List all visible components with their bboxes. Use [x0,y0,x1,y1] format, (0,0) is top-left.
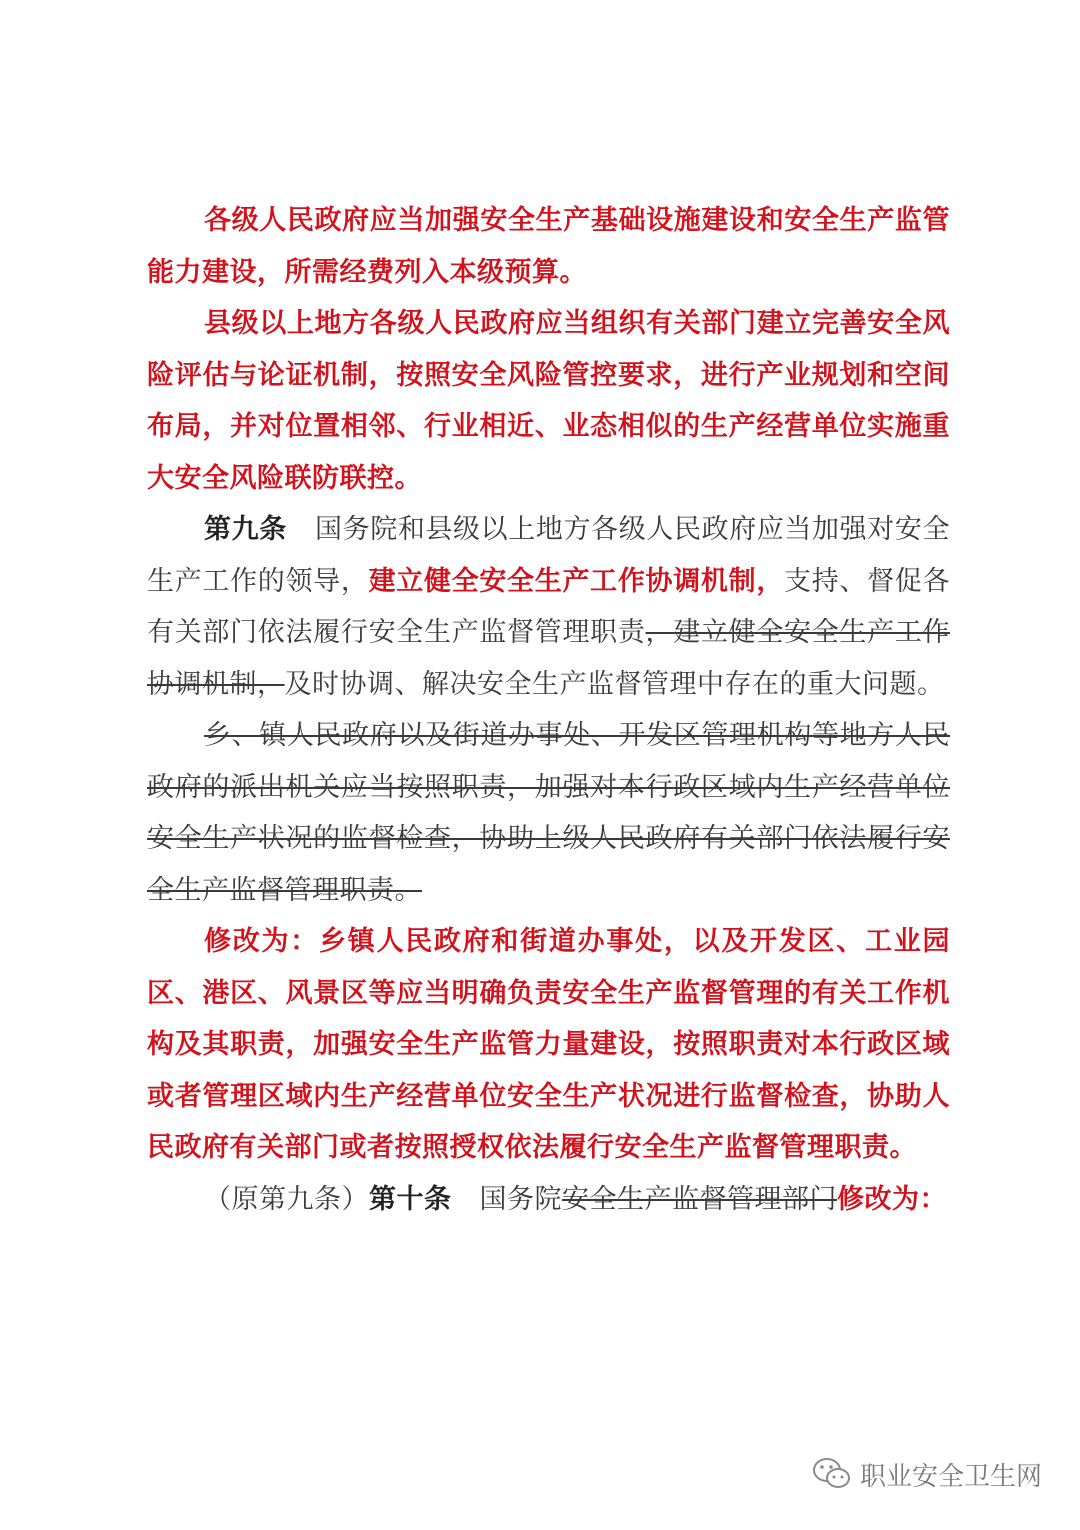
document-page [147,195,950,1225]
article-10-heading: 第十条 [369,1183,452,1215]
paragraph-deleted-township [147,710,950,916]
wechat-icon [812,1457,852,1491]
paragraph-amendment: 修改为：乡镇人民政府和街道办事处，以及开发区、工业园区、港区、风景区等应当明确负责安全生产监督管理的有关工作机构及其职责，加强安全生产监管力量建设，按照职责对本行政区域或者管理区域内生产经营单位安全生产状况进行监督检查，协助人民政府有关部门或者按照授权依法履行安全生产监督管理职责。 [147,926,950,1163]
article-10 [147,1174,950,1226]
deleted-township-text: 乡、镇人民政府以及街道办事处、开发区管理机构等地方人民政府的派出机关应当按照职责，加强对本行政区域内生产经营单位安全生产状况的监督检查，协助上级人民政府有关部门依法履行安全生产监督管理职责。 [147,720,950,906]
article-9-deleted-text: ，建立健全安全生产工作协调机制， [147,617,951,700]
article-10-amend-label: 修改为： [837,1183,947,1215]
article-9-text-3: 及时协调、解决安全生产监督管理中存在的重大问题。 [284,668,945,700]
article-9 [147,504,950,710]
article-9-inserted-text: 建立健全安全生产工作协调机制， [368,565,785,597]
article-9-text-2: 支持、督促各有关部门依法履行安全生产监督管理职责 [147,565,951,648]
watermark [812,1454,1042,1494]
watermark-text: 职业安全卫生网 [859,1461,1042,1492]
paragraph-budget: 各级人民政府应当加强安全生产基础设施建设和安全生产监管能力建设，所需经费列入本级预算。 [147,205,950,288]
article-10-text: 国务院 [479,1183,562,1215]
article-9-heading: 第九条 [204,514,287,545]
article-10-deleted-text: 安全生产监督管理部门 [562,1183,837,1215]
paragraph-risk-assessment: 县级以上地方各级人民政府应当组织有关部门建立完善安全风险评估与论证机制，按照安全风险管控要求，进行产业规划和空间布局，并对位置相邻、行业相近、业态相似的生产经营单位实施重大安全风险联防联控。 [147,308,950,494]
article-10-prefix: （原第九条） [204,1183,369,1215]
article-9-text-1: 国务院和县级以上地方各级人民政府应当加强对安全生产工作的领导， [147,514,951,597]
